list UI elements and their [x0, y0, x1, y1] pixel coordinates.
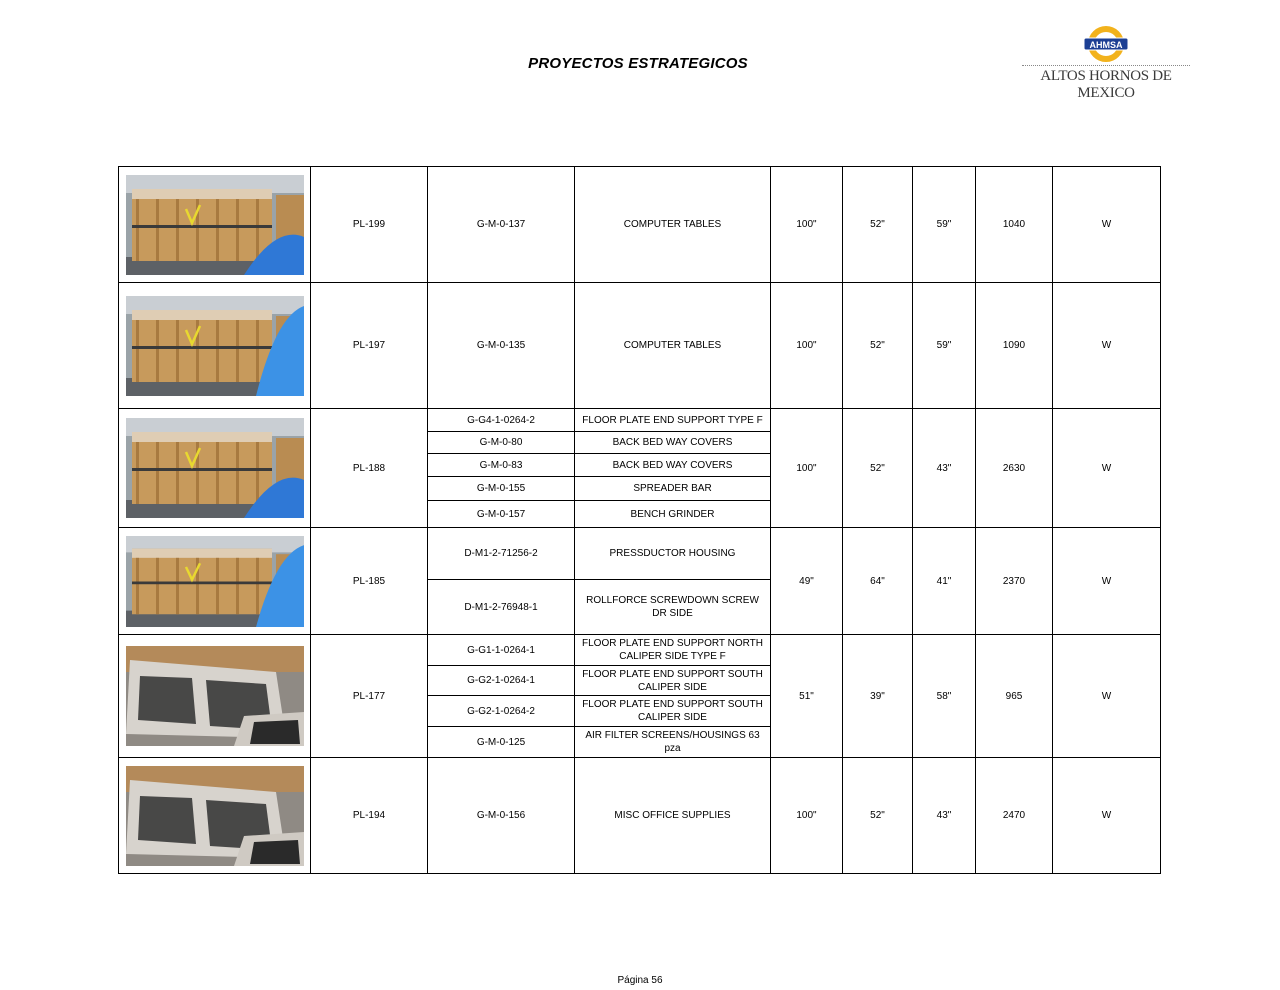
crate-photo-icon — [126, 536, 304, 627]
drawing-code: D-M1-2-76948-1 — [428, 580, 575, 635]
packing-list-table — [118, 166, 1161, 874]
logo-divider — [1022, 65, 1190, 66]
crate-photo-icon — [126, 175, 304, 275]
table-row — [119, 283, 1161, 409]
dimension-length: 100" — [771, 283, 843, 409]
weight-value: 1090 — [976, 283, 1053, 409]
dimension-width: 64" — [843, 528, 913, 635]
open-crate-photo-icon — [126, 646, 304, 746]
company-name: ALTOS HORNOS DE MEXICO — [1040, 68, 1172, 101]
item-description: FLOOR PLATE END SUPPORT NORTH CALIPER SIDE TYPE F — [575, 635, 771, 666]
photo-cell — [119, 167, 311, 283]
photo-cell — [119, 635, 311, 758]
drawing-code: G-M-0-80 — [428, 432, 575, 454]
weight-value: 2370 — [976, 528, 1053, 635]
drawing-code: G-G2-1-0264-2 — [428, 696, 575, 727]
drawing-code: G-M-0-135 — [428, 283, 575, 409]
dimension-length: 49" — [771, 528, 843, 635]
table-row — [119, 528, 1161, 580]
dimension-length: 100" — [771, 758, 843, 874]
item-description: SPREADER BAR — [575, 477, 771, 501]
drawing-code: G-M-0-156 — [428, 758, 575, 874]
crate-photo-icon — [126, 418, 304, 518]
drawing-code: G-G4-1-0264-2 — [428, 409, 575, 432]
page-number: Página 56 — [617, 975, 663, 986]
drawing-code: G-G1-1-0264-1 — [428, 635, 575, 666]
crate-photo — [126, 175, 304, 275]
status-code: W — [1053, 283, 1161, 409]
table-row — [119, 167, 1161, 283]
weight-value: 2470 — [976, 758, 1053, 874]
weight-value: 965 — [976, 635, 1053, 758]
status-code: W — [1053, 635, 1161, 758]
packing-list-id: PL-177 — [311, 635, 428, 758]
dimension-height: 59" — [913, 283, 976, 409]
status-code: W — [1053, 409, 1161, 528]
dimension-length: 100" — [771, 409, 843, 528]
crate-photo — [126, 536, 304, 627]
crate-photo — [126, 646, 304, 746]
drawing-code: G-M-0-157 — [428, 501, 575, 528]
drawing-code: G-M-0-137 — [428, 167, 575, 283]
weight-value: 2630 — [976, 409, 1053, 528]
open-crate-photo-icon — [126, 766, 304, 866]
packing-list-id: PL-185 — [311, 528, 428, 635]
photo-cell — [119, 409, 311, 528]
dimension-width: 52" — [843, 409, 913, 528]
item-description: BACK BED WAY COVERS — [575, 432, 771, 454]
dimension-height: 43" — [913, 409, 976, 528]
company-logo — [1020, 24, 1192, 101]
item-description: BENCH GRINDER — [575, 501, 771, 528]
drawing-code: G-G2-1-0264-1 — [428, 666, 575, 696]
packing-list-id: PL-194 — [311, 758, 428, 874]
svg-text:AHMSA: AHMSA — [1089, 40, 1123, 50]
dimension-width: 52" — [843, 283, 913, 409]
item-description: FLOOR PLATE END SUPPORT SOUTH CALIPER SIDE — [575, 696, 771, 727]
dimension-width: 52" — [843, 758, 913, 874]
crate-photo — [126, 766, 304, 866]
photo-cell — [119, 758, 311, 874]
table-row — [119, 758, 1161, 874]
dimension-height: 58" — [913, 635, 976, 758]
item-description: COMPUTER TABLES — [575, 283, 771, 409]
photo-cell — [119, 528, 311, 635]
crate-photo — [126, 296, 304, 396]
page-title: PROYECTOS ESTRATEGICOS — [528, 55, 748, 72]
item-description: PRESSDUCTOR HOUSING — [575, 528, 771, 580]
drawing-code: G-M-0-125 — [428, 727, 575, 758]
item-description: FLOOR PLATE END SUPPORT SOUTH CALIPER SIDE — [575, 666, 771, 696]
item-description: FLOOR PLATE END SUPPORT TYPE F — [575, 409, 771, 432]
dimension-height: 43" — [913, 758, 976, 874]
packing-list-id: PL-197 — [311, 283, 428, 409]
drawing-code: G-M-0-83 — [428, 454, 575, 477]
dimension-height: 59" — [913, 167, 976, 283]
status-code: W — [1053, 758, 1161, 874]
packing-list-id: PL-199 — [311, 167, 428, 283]
drawing-code: G-M-0-155 — [428, 477, 575, 501]
dimension-height: 41" — [913, 528, 976, 635]
dimension-width: 52" — [843, 167, 913, 283]
crate-photo-icon — [126, 296, 304, 396]
item-description: AIR FILTER SCREENS/HOUSINGS 63 pza — [575, 727, 771, 758]
table-row — [119, 635, 1161, 666]
item-description: COMPUTER TABLES — [575, 167, 771, 283]
status-code: W — [1053, 167, 1161, 283]
drawing-code: D-M1-2-71256-2 — [428, 528, 575, 580]
dimension-length: 51" — [771, 635, 843, 758]
status-code: W — [1053, 528, 1161, 635]
item-description: BACK BED WAY COVERS — [575, 454, 771, 477]
weight-value: 1040 — [976, 167, 1053, 283]
table-row — [119, 409, 1161, 432]
item-description: ROLLFORCE SCREWDOWN SCREW DR SIDE — [575, 580, 771, 635]
ahmsa-logo-icon — [1020, 24, 1192, 66]
item-description: MISC OFFICE SUPPLIES — [575, 758, 771, 874]
dimension-width: 39" — [843, 635, 913, 758]
photo-cell — [119, 283, 311, 409]
crate-photo — [126, 418, 304, 518]
dimension-length: 100" — [771, 167, 843, 283]
packing-list-id: PL-188 — [311, 409, 428, 528]
